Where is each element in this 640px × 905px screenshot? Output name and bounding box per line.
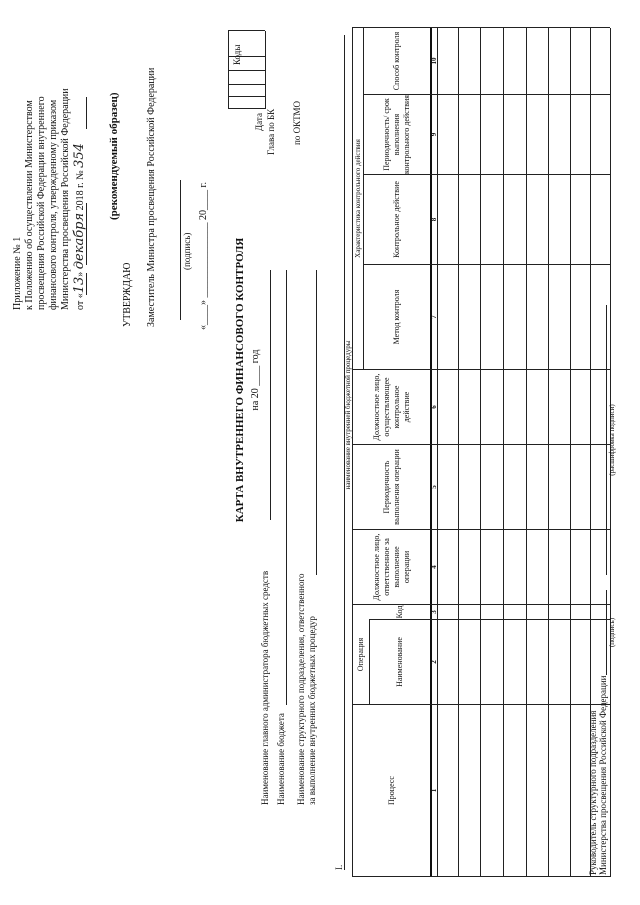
footer-head-line1: Руководитель структурного подразделения bbox=[588, 710, 598, 875]
col-op-name: Наименование bbox=[395, 637, 404, 687]
document-title: КАРТА ВНУТРЕННЕГО ФИНАНСОВОГО КОНТРОЛЯ bbox=[234, 237, 246, 523]
order-number-handwritten: 354 bbox=[72, 143, 87, 168]
signature-line bbox=[180, 180, 181, 320]
section-number: I. bbox=[334, 864, 344, 870]
col-operation: Операция bbox=[356, 637, 365, 672]
col-number: 6 bbox=[430, 405, 438, 409]
col-periodicity: Периодичность выполнения операции bbox=[381, 449, 401, 525]
table-row bbox=[458, 28, 459, 877]
appendix-line: Министерства просвещения Российской Федерации bbox=[60, 88, 71, 310]
footer-head-line2: Министерства просвещения Российской Федерации bbox=[598, 675, 608, 875]
codes-row-bk: Глава по БК bbox=[266, 108, 276, 155]
table-row bbox=[503, 28, 504, 877]
col-number: 3 bbox=[430, 610, 438, 614]
appendix-number: Приложение № 1 bbox=[12, 236, 23, 310]
col-number: 7 bbox=[430, 315, 438, 319]
col-characteristics: Характеристика контрольного действия bbox=[354, 139, 362, 258]
unit-label-line2: за выполнение внутренних бюджетных процедур bbox=[307, 616, 317, 805]
document-year: на 20 ____ год bbox=[250, 349, 261, 411]
col-number: 10 bbox=[430, 57, 438, 65]
approval-date-line: «____» _______________ 20____ г. bbox=[198, 182, 209, 330]
table-row bbox=[570, 28, 571, 877]
col-process: Процесс bbox=[386, 776, 396, 805]
table-row bbox=[548, 28, 549, 877]
approval-title: УТВЕРЖДАЮ bbox=[122, 262, 133, 327]
budget-label: Наименование бюджета bbox=[276, 713, 286, 805]
footer-decode-caption: (расшифровка подписи) bbox=[608, 404, 616, 476]
signature-caption: (подпись) bbox=[182, 232, 192, 270]
col-way: Способ контроля bbox=[392, 31, 401, 91]
footer-sign-line bbox=[606, 590, 607, 675]
date-month-handwritten: декабря bbox=[72, 212, 87, 270]
col-frequency: Периодичность/ срок выполнения контрольного действия bbox=[382, 95, 411, 174]
footer-sign-caption: (подпись) bbox=[608, 617, 616, 648]
date-day-handwritten: 13 bbox=[72, 276, 87, 294]
unit-label-line1: Наименование структурного подразделения, ответственного bbox=[296, 573, 306, 805]
date-day-underline bbox=[86, 273, 87, 295]
date-mid: » bbox=[75, 271, 86, 277]
order-number-underline bbox=[86, 97, 87, 129]
col-number: 2 bbox=[430, 660, 438, 664]
date-month-underline bbox=[86, 203, 87, 265]
col-number: 4 bbox=[430, 565, 438, 569]
codes-row-oktmo: по ОКТМО bbox=[292, 101, 302, 145]
footer-decode-line bbox=[606, 305, 607, 575]
appendix-line: просвещения Российской Федерации внутреннего bbox=[36, 96, 47, 310]
table-row bbox=[526, 28, 527, 877]
date-prefix: от « bbox=[75, 293, 86, 310]
codes-header: Коды bbox=[232, 44, 242, 65]
unit-field-line bbox=[316, 270, 317, 575]
col-number: 9 bbox=[430, 132, 438, 137]
procedure-caption: наименование внутренней бюджетной процедуры bbox=[344, 340, 352, 490]
col-method: Метод контроля bbox=[392, 289, 401, 345]
budget-field-line bbox=[286, 270, 287, 705]
col-responsible: Должностное лицо, ответственное за выполнение операции bbox=[371, 533, 411, 601]
approval-position: Заместитель Министра просвещения Российской Федерации bbox=[146, 67, 157, 327]
codes-row-date: Дата bbox=[254, 113, 264, 131]
appendix-line: финансового контроля, утвержденному приказом bbox=[48, 99, 59, 310]
col-number: 1 bbox=[430, 788, 438, 793]
col-op-code: Код bbox=[395, 605, 404, 619]
col-action: Контрольное действие bbox=[392, 181, 401, 258]
sample-note: (рекомендуемый образец) bbox=[108, 92, 120, 220]
col-number: 8 bbox=[430, 217, 438, 222]
col-number: 5 bbox=[430, 485, 438, 489]
col-controller: Должностное лицо, осуществляющее контрольное действие bbox=[371, 373, 411, 441]
admin-label: Наименование главного администратора бюджетных средств bbox=[260, 570, 270, 805]
admin-field-line bbox=[270, 270, 271, 520]
appendix-line: к Положению об осуществлении Министерством bbox=[24, 100, 35, 310]
table-row bbox=[480, 28, 481, 877]
date-year: 2018 г. № bbox=[75, 170, 86, 211]
